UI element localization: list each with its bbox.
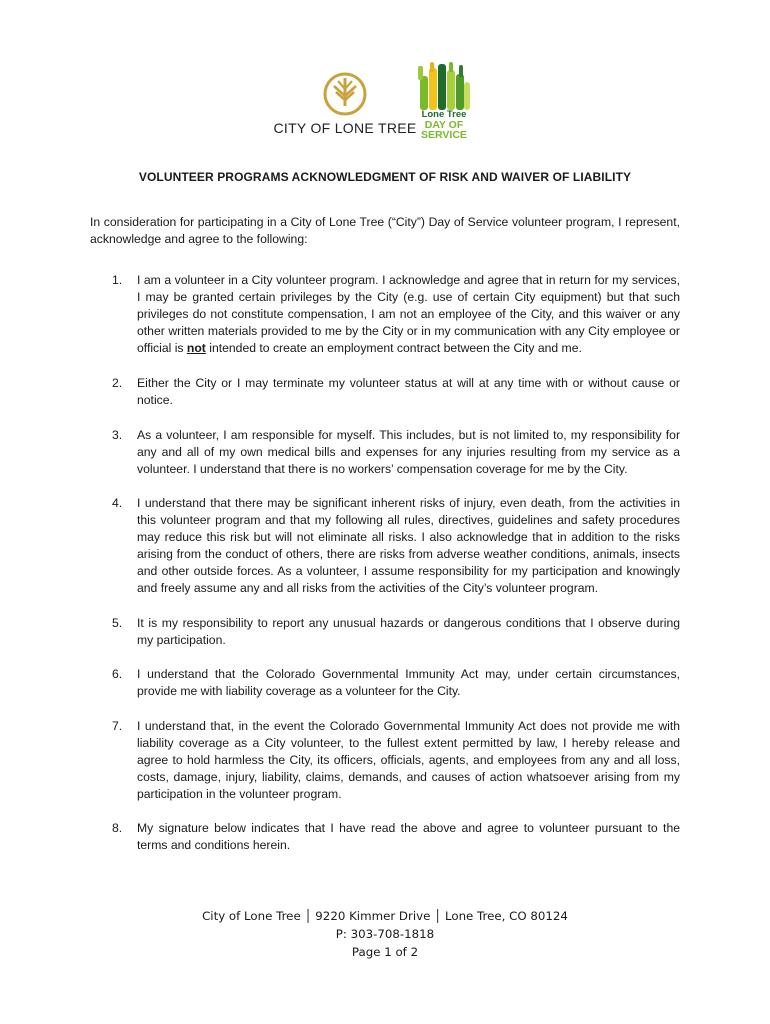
item-number: 4. <box>112 496 123 510</box>
day-of-service-label-line2: DAY OF <box>424 119 464 131</box>
footer-phone: P: 303-708-1818 <box>335 927 435 941</box>
day-of-service-logo <box>416 62 472 142</box>
city-logo-text: CITY OF LONE TREE <box>273 120 417 136</box>
city-of-lone-tree-logo <box>270 72 420 144</box>
item-text: I understand that there may be significant inherent risks of injury, even death, from the activities in this volunteer program and that my following all rules, directives, guidelines and safety procedures may reduce this risk but will not eliminate all risks. I also acknowledge that in addition to the risks arising from the conduct of others, there are risks from adverse weather conditions, animals, insects and other outside forces. As a volunteer, I assume responsibility for my participation and knowingly and freely assume any and all risks from the activities of the City’s volunteer program. <box>137 496 680 595</box>
item-text <box>137 272 680 357</box>
item-text: Either the City or I may terminate my volunteer status at will at any time with or without cause or notice. <box>137 376 680 407</box>
tree-emblem-icon <box>323 72 367 116</box>
item-number: 8. <box>112 821 123 835</box>
item-number: 2. <box>112 376 123 390</box>
item-number: 5. <box>112 616 123 630</box>
intro-paragraph: In consideration for participating in a City of Lone Tree (“City”) Day of Service volunteer program, I represent, acknowledge and agree to the following: <box>90 215 680 246</box>
item-text: It is my responsibility to report any unusual hazards or dangerous conditions that I observe during my participation. <box>137 616 680 647</box>
footer-address: City of Lone Tree │ 9220 Kimmer Drive │ Lone Tree, CO 80124 <box>202 909 568 923</box>
item-text: I understand that, in the event the Colorado Governmental Immunity Act does not provide me with liability coverage as a City volunteer, to the fullest extent permitted by law, I hereby release and agree to hold harmless the City, its officers, officials, agents, and employees from any and all loss, costs, damage, injury, liability, claims, demands, and causes of action whatsoever arising from my participation in the volunteer program. <box>137 719 680 801</box>
item-number: 3. <box>112 428 123 442</box>
header-logos <box>0 62 770 142</box>
day-of-service-label-line1: Lone Tree <box>421 109 467 120</box>
item-number: 6. <box>112 667 123 681</box>
emphasis-not: not <box>186 341 206 355</box>
raised-hands-icon <box>416 62 472 112</box>
item-text: As a volunteer, I am responsible for myself. This includes, but is not limited to, my responsibility for any and all of my own medical bills and expenses for any injuries resulting from my service as a volunteer. I understand that there is no workers’ compensation coverage for me by the City. <box>137 428 680 476</box>
item-text: My signature below indicates that I have read the above and agree to volunteer pursuant to the terms and conditions herein. <box>137 821 680 852</box>
day-of-service-label-line3: SERVICE <box>421 129 467 141</box>
document-title: VOLUNTEER PROGRAMS ACKNOWLEDGMENT OF RISK AND WAIVER OF LIABILITY <box>138 170 632 184</box>
page-number: Page 1 of 2 <box>351 945 419 959</box>
item-text: I understand that the Colorado Governmental Immunity Act may, under certain circumstances, provide me with liability coverage as a volunteer for the City. <box>137 667 680 698</box>
item-text-part: I am a volunteer in a City volunteer program. I acknowledge and agree that in return for my services, I may be granted certain privileges by the City (e.g. use of certain City equipment) but that such privileges do not constitute compensation, I am not an employee of the City, and this waiver or any other written materials provided to me by the City or in my communication with any City employee or official is <box>137 273 680 355</box>
page-footer <box>0 907 770 961</box>
item-number: 1. <box>112 273 123 287</box>
item-text-part: intended to create an employment contract between the City and me. <box>205 341 582 355</box>
item-number: 7. <box>112 719 123 733</box>
